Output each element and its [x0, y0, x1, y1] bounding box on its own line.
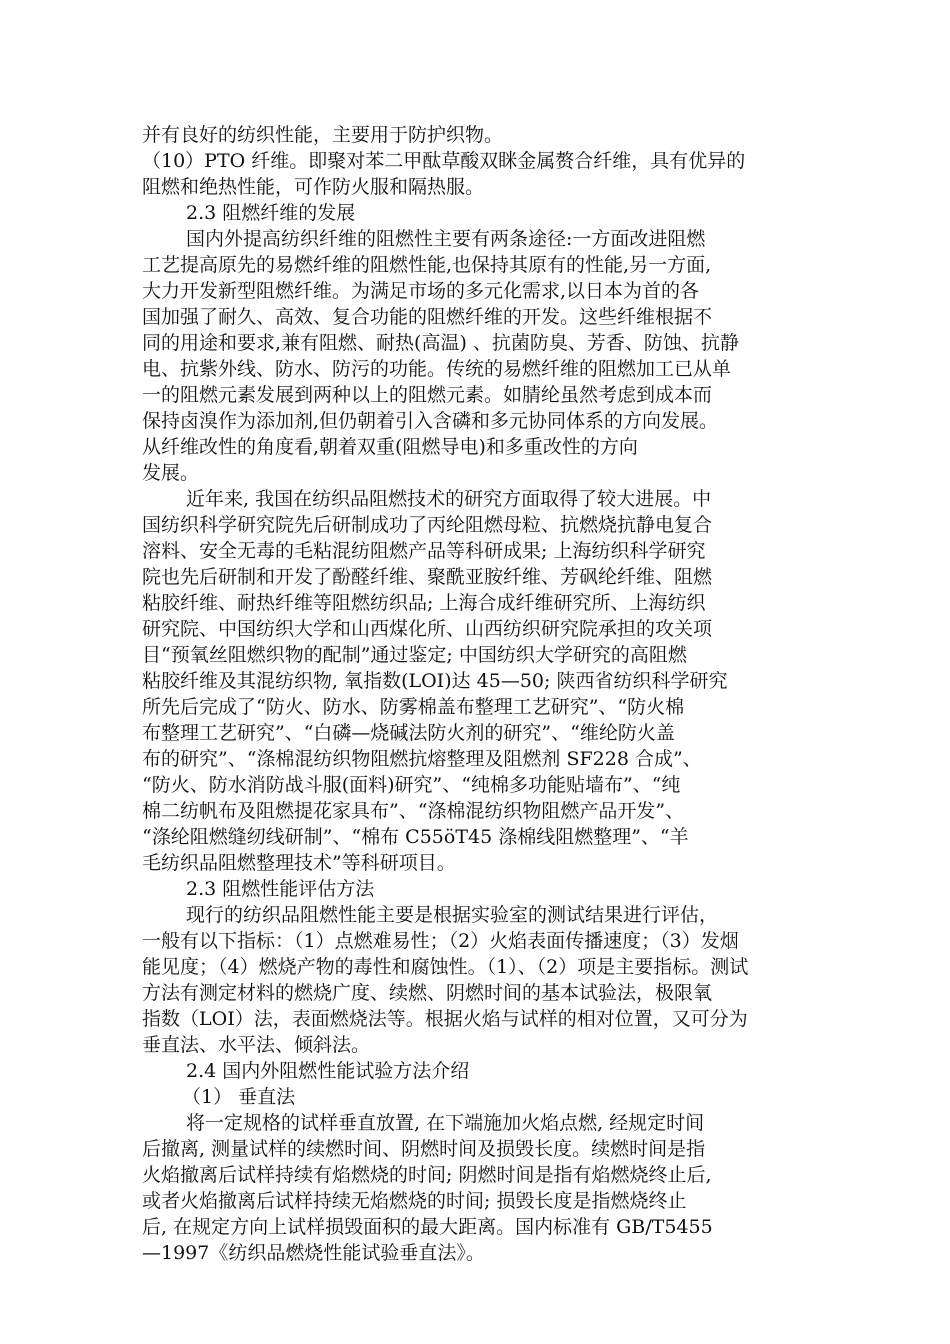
text-line: 2.3 阻燃纤维的发展 [186, 202, 356, 224]
para-evaluation-methods [142, 902, 810, 1058]
text-line: 阻燃和绝热性能，可作防火服和隔热服。 [142, 176, 485, 198]
text-line: 能见度；（4）燃烧产物的毒性和腐蚀性。（1）、（2）项是主要指标。测试 [142, 956, 749, 978]
text-line: 同的用途和要求,兼有阻燃、耐热(高温) 、抗菌防臭、芳香、防蚀、抗静 [142, 332, 739, 354]
text-line: 现行的纺织品阻燃性能主要是根据实验室的测试结果进行评估， [186, 904, 719, 926]
text-line: 或者火焰撤离后试样持续无焰燃烧的时间; 损毁长度是指燃烧终止 [142, 1190, 687, 1212]
heading-2-4-test-methods [142, 1058, 810, 1084]
text-line: 发展。 [142, 462, 200, 484]
text-line: 国纺织科学研究院先后研制成功了丙纶阻燃母粒、抗燃烧抗静电复合 [142, 514, 713, 536]
para-recent-progress [142, 486, 810, 876]
para-two-approaches [142, 226, 810, 486]
text-line: “防火、防水消防战斗服(面料)研究”、“纯棉多功能贴墙布”、“纯 [142, 774, 681, 796]
text-line: 粘胶纤维、耐热纤维等阻燃纺织品; 上海合成纤维研究所、上海纺织 [142, 592, 706, 614]
text-line: 棉二纺帆布及阻燃提花家具布”、“涤棉混纺织物阻燃产品开发”、 [142, 800, 685, 822]
para-pto-fiber [142, 148, 810, 200]
text-line: 所先后完成了“防火、防水、防雾棉盖布整理工艺研究”、“防火棉 [142, 696, 685, 718]
text-line: 粘胶纤维及其混纺织物, 氧指数(LOI)达 45—50; 陕西省纺织科学研究 [142, 670, 728, 692]
text-line: （10）PTO 纤维。即聚对苯二甲酞草酸双眯金属赘合纤维，具有优异的 [142, 150, 746, 172]
para-continued [142, 122, 810, 148]
text-line: 2.3 阻燃性能评估方法 [186, 878, 375, 900]
text-line: 研究院、中国纺织大学和山西煤化所、山西纺织研究院承担的攻关项 [142, 618, 713, 640]
text-line: —1997《纺织品燃烧性能试验垂直法》。 [142, 1242, 485, 1264]
text-line: 院也先后研制和开发了酚醛纤维、聚酰亚胺纤维、芳砜纶纤维、阻燃 [142, 566, 713, 588]
para-vertical-method [142, 1110, 810, 1266]
text-line: “涤纶阻燃缝纫线研制”、“棉布 C55öT45 涤棉线阻燃整理”、“羊 [142, 826, 689, 848]
text-line: 垂直法、水平法、倾斜法。 [142, 1034, 371, 1056]
heading-2-3-evaluation [142, 876, 810, 902]
text-line: 火焰撤离后试样持续有焰燃烧的时间; 阴燃时间是指有焰燃烧终止后, [142, 1164, 712, 1186]
text-line: 毛纺织品阻燃整理技术”等科研项目。 [142, 852, 456, 874]
text-line: 近年来, 我国在纺织品阻燃技术的研究方面取得了较大进展。中 [186, 488, 712, 510]
text-line: 目“预氧丝阻燃织物的配制”通过鉴定; 中国纺织大学研究的高阻燃 [142, 644, 687, 666]
text-line: 溶料、安全无毒的毛粘混纺阻燃产品等科研成果; 上海纺织科学研究 [142, 540, 706, 562]
text-line: 2.4 国内外阻燃性能试验方法介绍 [186, 1060, 470, 1082]
text-line: 并有良好的纺织性能，主要用于防护织物。 [142, 124, 504, 146]
text-line: 后, 在规定方向上试样损毁面积的最大距离。国内标准有 GB/T5455 [142, 1216, 713, 1238]
heading-2-3-development [142, 200, 810, 226]
text-line: 保持卤溴作为添加剂,但仍朝着引入含磷和多元协同体系的方向发展。 [142, 410, 719, 432]
text-line: 后撤离, 测量试样的续燃时间、阴燃时间及损毁长度。续燃时间是指 [142, 1138, 706, 1160]
text-line: 大力开发新型阻燃纤维。为满足市场的多元化需求,以日本为首的各 [142, 280, 700, 302]
text-line: 布整理工艺研究”、“白磷—烧碱法防火剂的研究”、“维纶防火盖 [142, 722, 675, 744]
text-line: 方法有测定材料的燃烧广度、续燃、阴燃时间的基本试验法，极限氧 [142, 982, 713, 1004]
text-line: 从纤维改性的角度看,朝着双重(阻燃导电)和多重改性的方向 [142, 436, 638, 458]
text-line: （1） 垂直法 [182, 1086, 296, 1108]
text-line: 布的研究”、“涤棉混纺织物阻燃抗熔整理及阻燃剂 SF228 合成”、 [142, 748, 702, 770]
text-line: 国加强了耐久、高效、复合功能的阻燃纤维的开发。这些纤维根据不 [142, 306, 713, 328]
text-line: 一般有以下指标：（1）点燃难易性；（2）火焰表面传播速度；（3）发烟 [142, 930, 739, 952]
text-line: 国内外提高纺织纤维的阻燃性主要有两条途径:一方面改进阻燃 [186, 228, 706, 250]
text-line: 工艺提高原先的易燃纤维的阻燃性能,也保持其原有的性能,另一方面, [142, 254, 712, 276]
text-line: 将一定规格的试样垂直放置, 在下端施加火焰点燃, 经规定时间 [186, 1112, 705, 1134]
text-line: 一的阻燃元素发展到两种以上的阻燃元素。如腈纶虽然考虑到成本而 [142, 384, 713, 406]
document-page [142, 122, 810, 1266]
text-line: 指数（LOI）法，表面燃烧法等。根据火焰与试样的相对位置，又可分为 [142, 1008, 748, 1030]
text-line: 电、抗紫外线、防水、防污的功能。传统的易燃纤维的阻燃加工已从单 [142, 358, 732, 380]
heading-vertical-method [142, 1084, 810, 1110]
